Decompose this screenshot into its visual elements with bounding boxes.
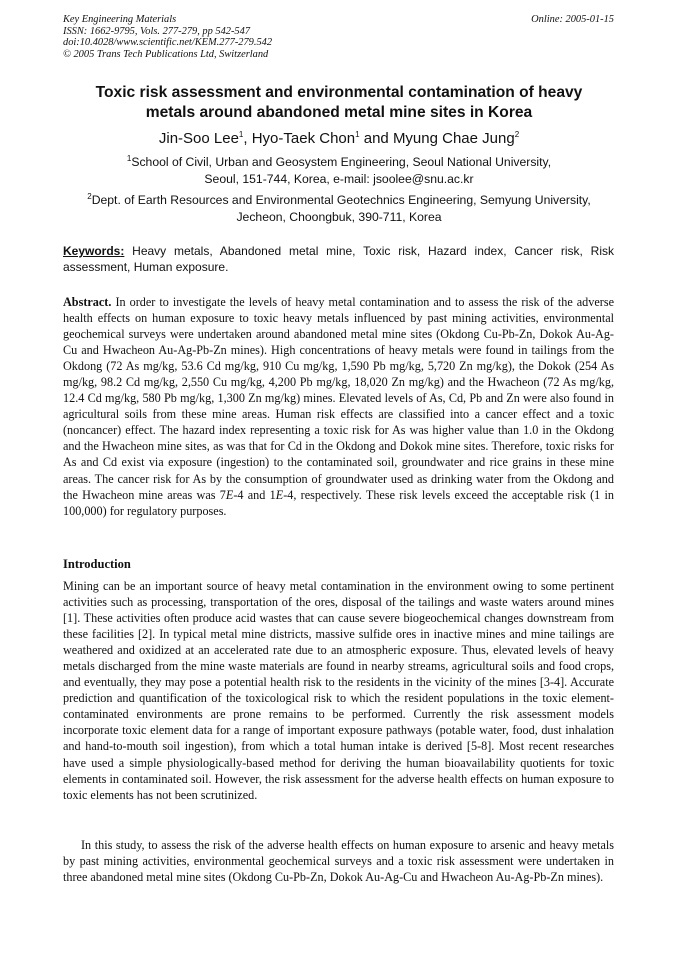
abstract-label: Abstract. xyxy=(63,295,112,309)
affiliation-marker: 1 xyxy=(126,153,132,163)
keywords xyxy=(63,243,614,275)
journal-name: Key Engineering Materials xyxy=(63,14,177,25)
online-date: Online: 2005-01-15 xyxy=(531,14,614,25)
section-heading: Introduction xyxy=(63,557,131,571)
abstract-text: -4 and 1 xyxy=(233,487,276,502)
issn-line: ISSN: 1662-9795, Vols. 277-279, pp 542-547 xyxy=(63,25,251,37)
affiliation-line: Seoul, 151-744, Korea, e-mail: jsoolee@snu.ac.kr xyxy=(204,171,474,186)
affiliation-line: Jecheon, Choongbuk, 390-711, Korea xyxy=(236,209,442,224)
affiliation-marker: 1 xyxy=(355,130,360,139)
abstract-text: In order to investigate the levels of heavy metal contamination and to assess the risk of the adverse health effects on human exposure to toxic heavy metals influenced by past mining activities, environmental geochemical surveys were undertaken around abandoned metal mine sites (Okdong Cu-Pb-Zn, Dokok Au-Ag-Cu and Hwacheon Au-Ag-Pb-Zn mines). High concentrations of heavy metals were found in tailings from the Okdong (72 As mg/kg, 53.6 Cd mg/kg, 910 Cu mg/kg, 1,590 Pb mg/kg, 5,720 Zn mg/kg), the Dokok (254 As mg/kg, 98.2 Cd mg/kg, 2,550 Cu mg/kg, 4,200 Pb mg/kg, 18,020 Zn mg/kg) and the Hwacheon (72 As mg/kg, 12.4 Cd mg/kg, 580 Pb mg/kg, 1,300 Zn mg/kg) mines. Elevated levels of As, Cd, Pb and Zn were also found in agricultural soils from these mine areas. Human risk effects are classified into a cancer effect and a toxic (noncancer) effect. The hazard index representing a toxic risk for As was higher value than 1.0 in the Okdong and the Hwacheon mine sites, as was that for Cd in the Okdong and Dokok mine sites. Therefore, toxic risks for As and Cd exist via exposure (ingestion) to the contaminated soil, groundwater and rice grains in these mine areas. The cancer risk for As by the consumption of groundwater used as drinking water from the Okdong and the Hwacheon mine areas was 7 xyxy=(63,295,614,502)
exponent-symbol: E xyxy=(225,487,234,502)
author-separator: and xyxy=(359,130,393,147)
author-name: Myung Chae Jung xyxy=(392,130,515,147)
paper-title: Toxic risk assessment and environmental contamination of heavy metals around abandoned metal mine sites in Korea xyxy=(95,84,583,121)
intro-paragraph: Mining can be an important source of heavy metal contamination in the environment owing to some pertinent activities such as processing, transportation of the ores, disposal of the tailings and waste waters around mines [1]. These activities often produce acid wastes that can cause severe biogeochemical changes downstream from these facilities [2]. In typical metal mine districts, massive sulfide ores in inactive mines and mine tailings are weathered and oxidized at an accelerated rate due to an atmospheric exposure. Thus, elevated levels of heavy metals discharged from the mine waste materials are found in nearby streams, agricultural soils and food crops, and eventually, they may pose a potential health risk to the residents in the vicinity of the mines [3-4]. Accurate prediction and quantification of the toxicological risk to which the resident populations in the toxic element-contaminated environments are prone remains to be performed. Currently the risk assessment models incorporate toxic element data for a range of important exposure pathways (potable water, food, dust inhalation and hand-to-mouth soil ingestion), from which a total human intake is derived [5-8]. Most recent researches have used a simple physiologically-based method for deriving the human bioavailability quotients for toxic elements in contaminated soil. However, the risk assessment for the adverse health effects on human exposure to toxic elements has not been scrutinized. xyxy=(63,579,614,802)
intro-paragraph: In this study, to assess the risk of the adverse health effects on human exposure to arsenic and heavy metals by past mining activities, environmental geochemical surveys and a toxic risk assessment were undertaken in three abandoned metal mine sites (Okdong Cu-Pb-Zn, Dokok Au-Ag-Cu and Hwacheon Au-Ag-Pb-Zn mines). xyxy=(63,838,614,885)
affiliation-1 xyxy=(60,154,618,187)
affiliation-marker: 1 xyxy=(238,130,244,139)
affiliation-line: School of Civil, Urban and Geosystem Engineering, Seoul National University, xyxy=(131,155,552,169)
keywords-text: Heavy metals, Abandoned metal mine, Toxic risk, Hazard index, Cancer risk, Risk assessment, Human exposure. xyxy=(63,244,614,274)
affiliation-marker: 2 xyxy=(87,191,92,201)
keywords-label: Keywords xyxy=(63,244,121,258)
author-name: Jin-Soo Lee xyxy=(158,130,239,147)
abstract-text: -4, respectively. These risk levels exceed the acceptable risk (1 in 100,000) for regulatory purposes. xyxy=(63,487,615,518)
doi-line: doi:10.4028/www.scientific.net/KEM.277-279.542 xyxy=(63,37,273,48)
exponent-symbol: E xyxy=(275,487,284,502)
author-list xyxy=(60,130,618,148)
copyright-line: © 2005 Trans Tech Publications Ltd, Switzerland xyxy=(63,48,269,60)
journal-header xyxy=(63,14,272,60)
keywords-colon: : xyxy=(120,244,125,258)
author-separator: , xyxy=(243,130,252,147)
abstract xyxy=(63,294,614,519)
affiliation-marker: 2 xyxy=(514,130,520,139)
author-name: Hyo-Taek Chon xyxy=(251,130,356,147)
affiliation-line: Dept. of Earth Resources and Environmental Geotechnics Engineering, Semyung University, xyxy=(91,193,591,207)
affiliation-2 xyxy=(60,192,618,225)
